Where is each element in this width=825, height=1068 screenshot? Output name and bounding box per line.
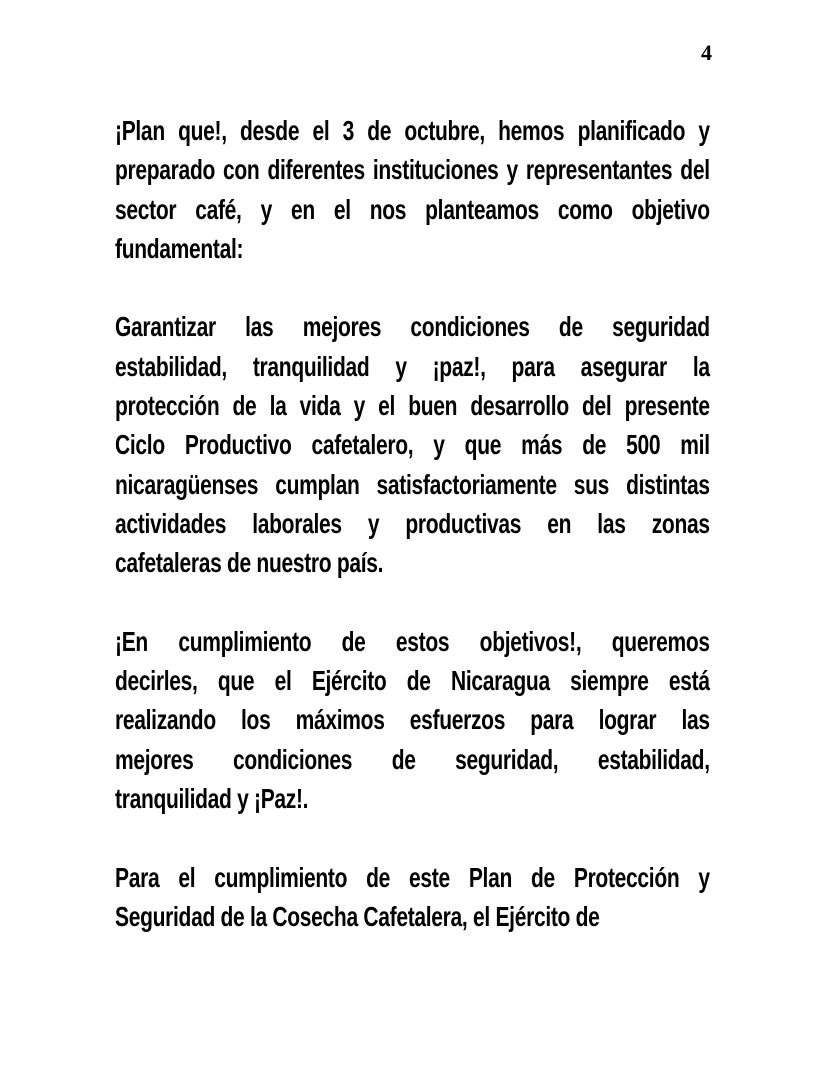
paragraph: [115, 307, 710, 582]
text-line: protección de la vida y el buen desarrollo del presente: [115, 390, 710, 422]
text-line: sector café, y en el nos planteamos como objetivo: [115, 193, 710, 225]
text-line: ¡En cumplimiento de estos objetivos!, queremos: [115, 625, 710, 657]
text-line: fundamental:: [115, 232, 244, 264]
text-line: tranquilidad y ¡Paz!.: [115, 783, 309, 815]
document-content: [115, 111, 710, 936]
text-line: Garantizar las mejores condiciones de seguridad: [115, 311, 710, 343]
text-line: Ciclo Productivo cafetalero, y que más de 500 mil: [115, 429, 710, 461]
text-line: preparado con diferentes instituciones y representantes del: [115, 154, 710, 186]
text-line: cafetaleras de nuestro país.: [115, 547, 384, 579]
text-line: realizando los máximos esfuerzos para lograr las: [115, 704, 710, 736]
text-line: nicaragüenses cumplan satisfactoriamente sus distintas: [115, 468, 710, 500]
text-line: actividades laborales y productivas en las zonas: [115, 507, 710, 539]
paragraph: [115, 858, 710, 937]
text-line: decirles, que el Ejército de Nicaragua siempre está: [115, 665, 710, 697]
text-line: mejores condiciones de seguridad, estabilidad,: [115, 743, 710, 775]
text-line: Para el cumplimiento de este Plan de Protección y: [115, 861, 710, 893]
page-number: 4: [701, 40, 712, 65]
text-line: Seguridad de la Cosecha Cafetalera, el Ejército de: [115, 900, 600, 932]
paragraph: [115, 111, 710, 268]
text-line: estabilidad, tranquilidad y ¡paz!, para asegurar la: [115, 350, 710, 382]
text-line: ¡Plan que!, desde el 3 de octubre, hemos planificado y: [115, 115, 710, 146]
paragraph: [115, 622, 710, 818]
